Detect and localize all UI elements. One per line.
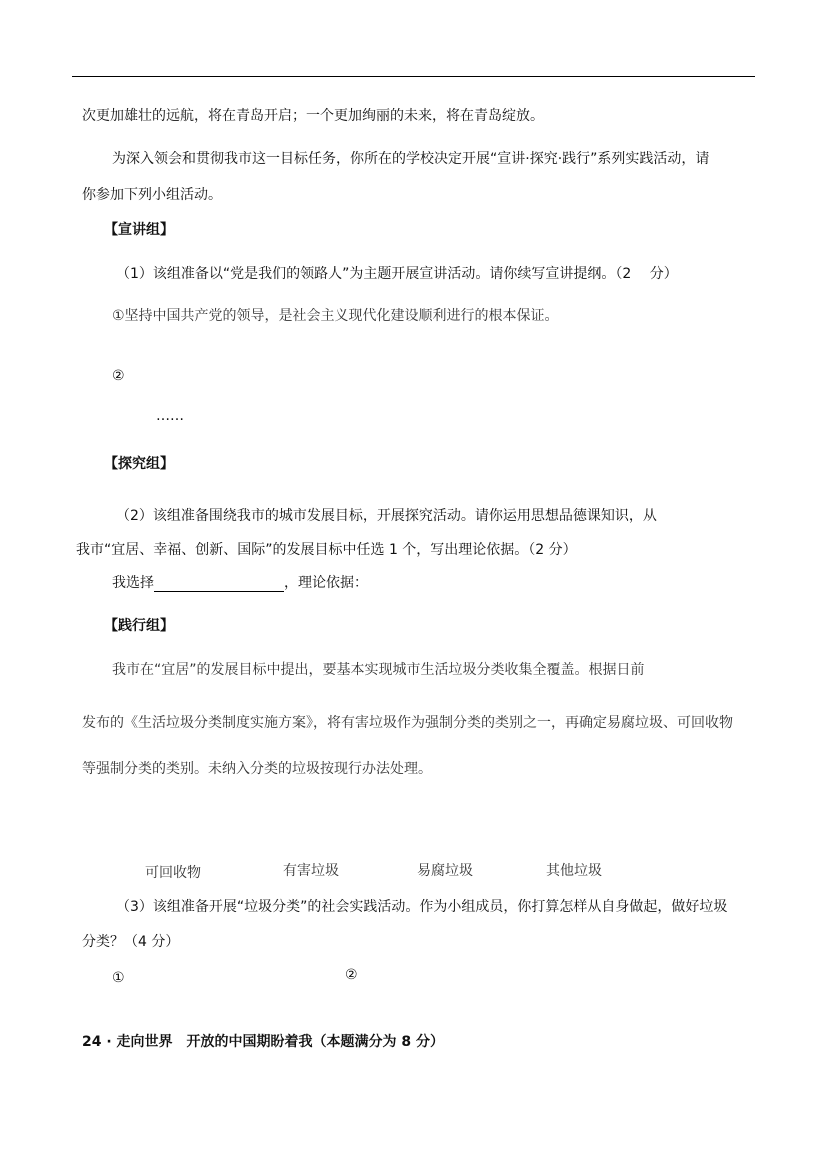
question-3-line-2: 分类？（4 分） (82, 934, 180, 950)
question-2-line-2: 我市“宜居、幸福、创新、国际”的发展目标中任选 1 个，写出理论依据。（2 分） (76, 542, 577, 558)
group-heading-explore: 【探究组】 (104, 456, 174, 472)
practice-paragraph-line-1: 我市在“宜居”的发展目标中提出，要基本实现城市生活垃圾分类收集全覆盖。根据日前 (112, 662, 645, 678)
choose-label: 我选择 (112, 575, 154, 591)
group-heading-practice: 【践行组】 (104, 618, 174, 634)
question-1: （1）该组准备以“党是我们的领路人”为主题开展宣讲活动。请你续写宣讲提纲。（2 分） (116, 266, 678, 282)
answer-marker-1: ① (112, 970, 125, 986)
outline-item-1: ①坚持中国共产党的领导，是社会主义现代化建设顺利进行的根本保证。 (112, 308, 559, 324)
outline-item-2: ② (112, 368, 125, 384)
intro-line-2: 为深入领会和贯彻我市这一目标任务，你所在的学校决定开展“宣讲·探究·践行”系列实践活动，请 (112, 151, 710, 167)
bin-label-perishable: 易腐垃圾 (417, 863, 473, 879)
bin-label-hazardous: 有害垃圾 (283, 863, 339, 879)
bin-label-recyclable: 可回收物 (145, 865, 201, 881)
question-3-line-1: （3）该组准备开展“垃圾分类”的社会实践活动。作为小组成员，你打算怎样从自身做起，做好垃圾 (116, 899, 728, 915)
basis-label: ，理论依据： (284, 575, 368, 591)
intro-line-3: 你参加下列小组活动。 (82, 187, 222, 203)
intro-line-1: 次更加雄壮的远航，将在青岛开启；一个更加绚丽的未来，将在青岛绽放。 (82, 108, 544, 124)
choice-line (112, 574, 368, 592)
group-heading-preach: 【宣讲组】 (104, 222, 174, 238)
practice-paragraph-line-2: 发布的《生活垃圾分类制度实施方案》，将有害垃圾作为强制分类的类别之一，再确定易腐垃圾、可回收物 (82, 715, 733, 731)
ellipsis: …… (156, 408, 184, 424)
header-rule (72, 76, 755, 77)
practice-paragraph-line-3: 等强制分类的类别。未纳入分类的垃圾按现行办法处理。 (82, 761, 432, 777)
bin-label-other: 其他垃圾 (546, 863, 602, 879)
question-2-line-1: （2）该组准备围绕我市的城市发展目标，开展探究活动。请你运用思想品德课知识，从 (116, 508, 657, 524)
answer-marker-2: ② (345, 967, 358, 983)
choice-blank[interactable] (154, 577, 284, 592)
question-24-heading: 24 · 走向世界 开放的中国期盼着我（本题满分为 8 分） (82, 1034, 445, 1050)
